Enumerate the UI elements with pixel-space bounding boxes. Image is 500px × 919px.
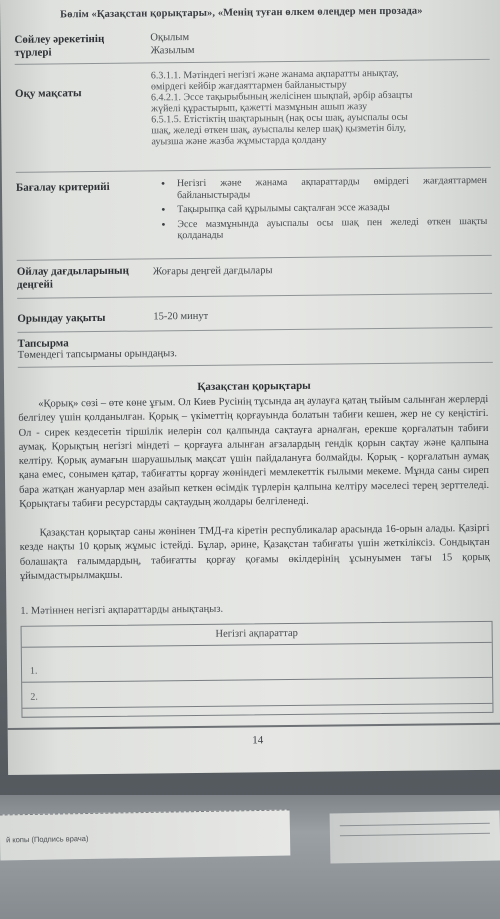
row-divider — [17, 255, 492, 261]
page-number: 14 — [252, 734, 264, 747]
goal-label: Оқу мақсаты — [14, 87, 82, 100]
goal-line: 6.4.2.1. Эссе тақырыбының желісінен шықпай, әрбір абзацты — [150, 89, 413, 104]
page-footer-rule — [8, 723, 500, 730]
criteria-label: Бағалау критерийі — [15, 180, 110, 194]
goal-line: 6.3.1.1. Мәтіндегі негізгі және жанама ақпаратты анықтау, — [150, 67, 399, 82]
goal-line: өмірдегі кейбір жағдаяттармен байланыстыру — [150, 79, 347, 93]
criteria-item: • Тақырыпқа сай құрылымы сақталған эссе жазады — [157, 201, 487, 216]
table-row[interactable]: 2. — [22, 682, 492, 709]
table-header: Негізгі ақпараттар — [22, 622, 492, 648]
card-rule — [340, 823, 490, 827]
table-row[interactable]: 1. — [22, 656, 492, 683]
slip-caption: й копы (Подпись врача) — [5, 833, 89, 845]
goal-line: 6.5.1.5. Етістіктің шақтарының (нақ осы шақ, ауыспалы осы — [151, 111, 408, 126]
row-divider — [16, 167, 491, 173]
row-divider — [17, 327, 492, 333]
row-divider — [17, 293, 492, 299]
activity-value: Жазылым — [150, 44, 195, 56]
skill-value: Жоғары деңгей дағдылары — [152, 265, 273, 278]
activity-value: Оқылым — [150, 32, 190, 44]
skill-label: Ойлау дағдыларының деңгейі — [16, 264, 130, 291]
goal-line: ауызша және жазба жұмыстарда қолдану — [151, 134, 327, 148]
goal-list — [151, 67, 482, 147]
text-title: Қазақстан қорықтары — [197, 379, 311, 393]
text-paragraph-1: «Қорық» сөзі – өте көне ұғым. Ол Киев Русінің тұсында аң аулауға қатаң тыйым салынған жерлерді белгілеу үшін қолданылған. Қорық – үкіметтің қорғауында болатын табиғи кешен, жер не су кеңістігі. Ол - сирек кездесетін тіршілік иелерін сол қалпында сақтауға арналған, ерекше қорғалатын табиғи аумақ. Қорықтың негізгі міндеті – қорғауға алынған ағзалардың гендік қорын сақтау және қалпына келтіру. Қорық аумағын шаруашылық мақсат үшін пайдалануға болмайды. Қорық - қорғалатын аумақ қана емес, сонымен қатар, табиғатты қорғау жөніндегі мемлекеттік ғылыми мекеме. Мұнда саны сиреп бара жатқан жануарлар мен азайып кеткен өсімдік түрлерін қалпына келтіру мәселесі терең зерттеледі. Қорықтағы табиғи ресурстарды сақтаудың жолдары белгіленеді. — [18, 393, 490, 510]
row-divider — [18, 362, 493, 368]
activity-label: Сөйлеу әрекетінің түрлері — [14, 32, 105, 59]
row-divider — [15, 59, 490, 65]
criteria-item: • Негізгі және жанама ақпараттарды өмірдегі жағдаяттармен байланыстырады — [157, 175, 487, 201]
task-title: Тапсырма — [17, 337, 69, 350]
task-subtitle: Төмендегі тапсырманы орындаңыз. — [17, 348, 178, 361]
section-header: Бөлім «Қазақстан қорықтары», «Менің туған өлкем өлеңдер мен прозада» — [60, 5, 423, 21]
background-card — [330, 811, 500, 864]
time-label: Орындау уақыты — [17, 311, 106, 325]
paper-slip — [0, 809, 290, 860]
goal-line: шақ, желеді өткен шақ, ауыспалы келер шақ) қызметін білу, — [151, 122, 407, 137]
question-1: 1. Мәтіннен негізгі ақпараттарды анықтаңыз. — [20, 603, 224, 617]
criteria-item: • Эссе мазмұнында ауыспалы осы шақ пен желеді өткен шақты қолданады — [157, 215, 487, 241]
goal-line: жүйелі құрастырып, қажетті мазмұнын ашып жазу — [151, 101, 368, 115]
time-value: 15-20 минут — [153, 310, 209, 323]
card-rule — [340, 833, 490, 837]
answer-table — [21, 621, 494, 718]
activity-values — [150, 32, 194, 57]
criteria-list — [157, 175, 488, 245]
text-paragraph-2: Қазақстан қорықтар саны жөнінен ТМД-ға кіретін республикалар арасында 16-орын алады. Қазіргі кезде нақты 10 қорық жұмыс істейді. Бұлар, әрине, Қазақстан табиғаты үшін жеткіліксіз. Сондықтан болашақта ғалымдардың, табиғатты қорғау қоғамы өкілдерінің ұсынуымен тағы 15 қорық ұйымдастырылмақшы. — [19, 522, 490, 582]
